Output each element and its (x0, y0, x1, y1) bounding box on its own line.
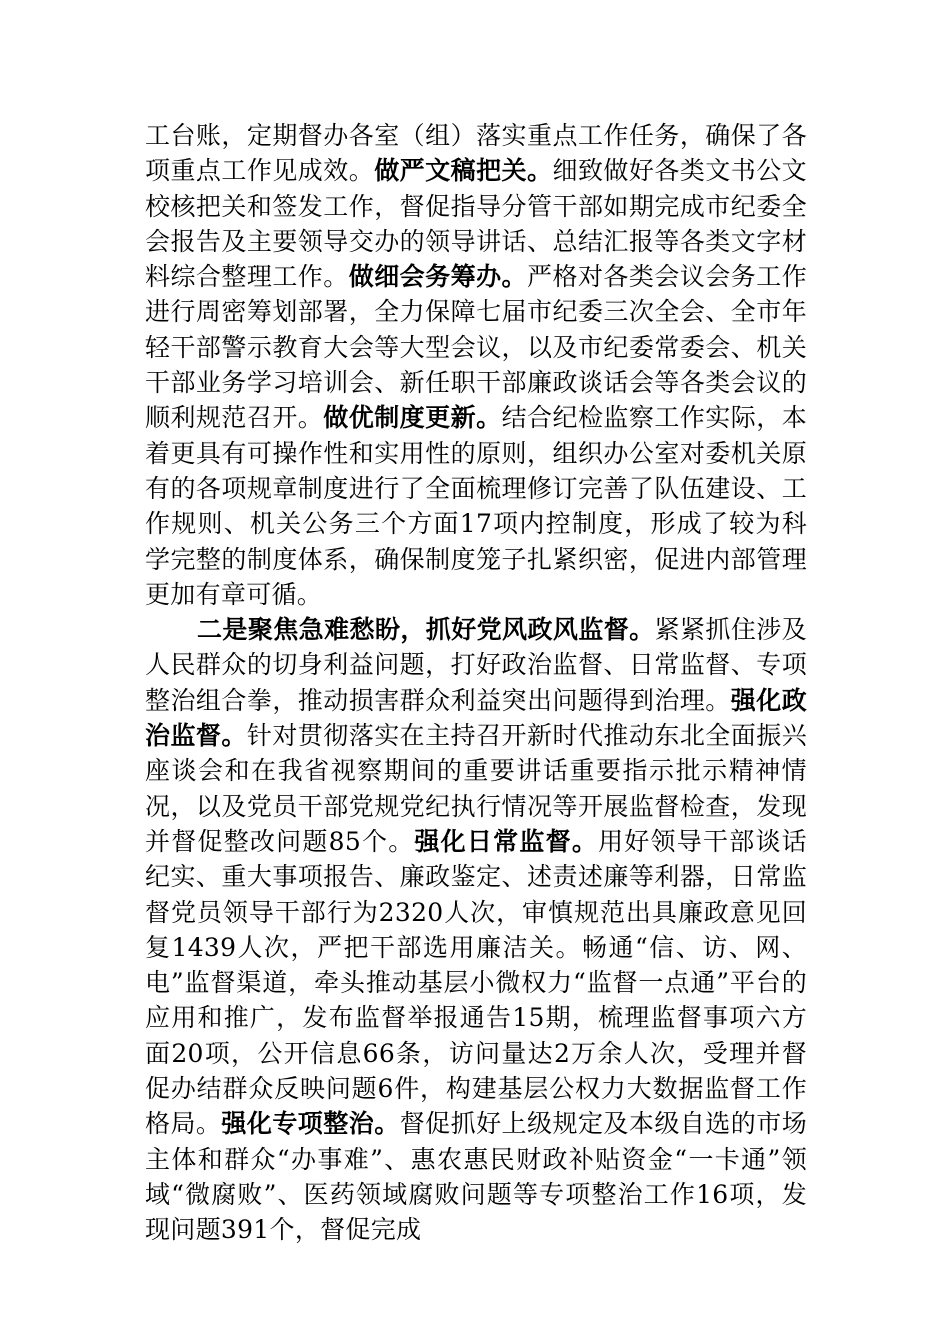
body-text: 督促抓好上级规定及本级自选的市场主体和群众“办事难”、惠农惠民财政补贴资金“一卡通”领域“微腐败”、医药领域腐败问题等专项整治工作16项，发现问题391个，督促完成 (145, 1109, 807, 1245)
body-text: 结合纪检监察工作实际，本着更具有可操作性和实用性的原则，组织办公室对委机关原有的各项规章制度进行了全面梳理修订完善了队伍建设、工作规则、机关公务三个方面17项内控制度，形成了较为科学完整的制度体系，确保制度笼子扎紧织密，促进内部管理更加有章可循。 (145, 403, 807, 609)
bold-heading-daily: 强化日常监督。 (414, 826, 599, 856)
bold-heading-drafts: 做严文稿把关。 (374, 156, 553, 186)
body-text: 严格对各类会议会务工作进行周密筹划部署，全力保障七届市纪委三次全会、全市年轻干部警示教育大会等大型会议，以及市纪委常委会、机关干部业务学习培训会、新任职干部廉政谈话会等各类会议的顺利规范召开。 (145, 262, 808, 433)
section-heading: 二是聚焦急难愁盼，抓好党风政风监督。 (197, 615, 655, 645)
body-text: 细致做好各类文书公文校核把关和签发工作，督促指导分管干部如期完成市纪委全会报告及主要领导交办的领导讲话、总结汇报等各类文字材料综合整理工作。 (145, 156, 807, 292)
body-text: 紧紧抓住涉及人民群众的切身利益问题，打好政治监督、日常监督、专项整治组合拳，推动损害群众利益突出问题得到治理。 (145, 615, 807, 715)
paragraph-supervision (145, 612, 807, 1247)
bold-heading-political: 强化政治监督。 (145, 685, 808, 751)
bold-heading-special: 强化专项整治。 (221, 1109, 400, 1139)
paragraph-office-work (145, 118, 807, 612)
body-text: 工台账，定期督办各室（组）落实重点工作任务，确保了各项重点工作见成效。 (145, 121, 807, 186)
document-body (145, 118, 807, 1248)
bold-heading-rules: 做优制度更新。 (323, 403, 502, 433)
body-text: 用好领导干部谈话纪实、重大事项报告、廉政鉴定、述责述廉等利器，日常监督党员领导干部行为2320人次，审慎规范出具廉政意见回复1439人次，严把干部选用廉洁关。畅通“信、访、网、电”监督渠道，牵头推动基层小微权力“监督一点通”平台的应用和推广，发布监督举报通告15期，梳理监督事项六方面20项，公开信息66条，访问量达2万余人次，受理并督促办结群众反映问题6件，构建基层公权力大数据监督工作格局。 (145, 826, 807, 1139)
bold-heading-meetings: 做细会务筹办。 (348, 262, 528, 292)
body-text: 针对贯彻落实在主持召开新时代推动东北全面振兴座谈会和在我省视察期间的重要讲话重要指示批示精神情况，以及党员干部党规党纪执行情况等开展监督检查，发现并督促整改问题85个。 (145, 721, 807, 856)
